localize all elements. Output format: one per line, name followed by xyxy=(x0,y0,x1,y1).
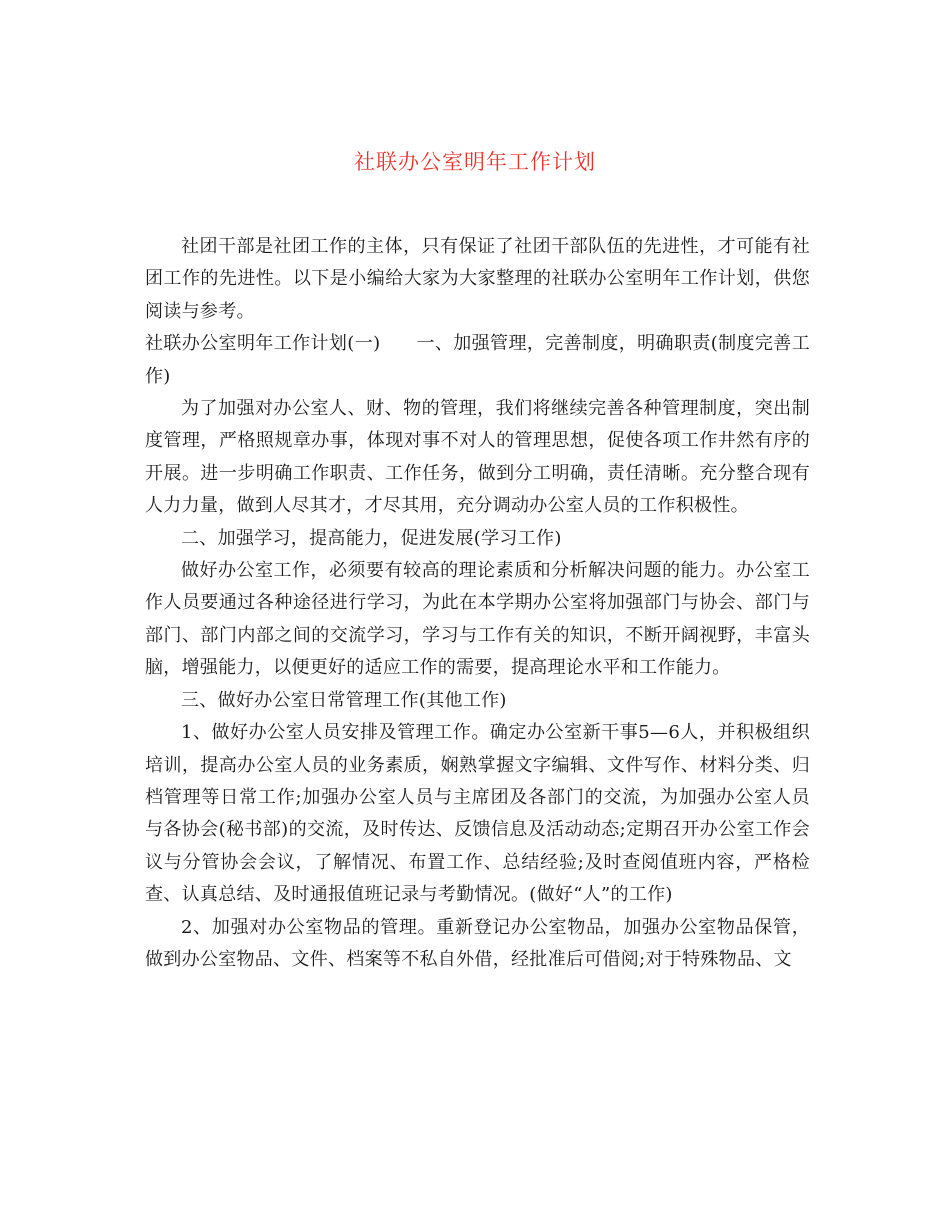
paragraph-item1: 1、做好办公室人员安排及管理工作。确定办公室新干事5—6人，并积极组织培训，提高办公室人员的业务素质，娴熟掌握文字编辑、文件写作、材料分类、归档管理等日常工作;加强办公室人员与主席团及各部门的交流，为加强办公室人员与各协会(秘书部)的交流，及时传达、反馈信息及活动动态;定期召开办公室工作会议与分管协会会议，了解情况、布置工作、总结经验;及时查阅值班内容，严格检查、认真总结、及时通报值班记录与考勤情况。(做好“人”的工作) xyxy=(145,722,810,906)
paragraph-section1-body: 为了加强对办公室人、财、物的管理，我们将继续完善各种管理制度，突出制度管理，严格照规章办事，体现对事不对人的管理思想，促使各项工作井然有序的开展。进一步明确工作职责、工作任务，做到分工明确，责任清晰。充分整合现有人力力量，做到人尽其才，才尽其用，充分调动办公室人员的工作积极性。 xyxy=(145,398,810,517)
section3-heading: 三、做好办公室日常管理工作(其他工作) xyxy=(181,689,507,711)
document-title: 社联办公室明年工作计划 xyxy=(354,150,596,174)
section2-heading: 二、加强学习，提高能力，促进发展(学习工作) xyxy=(181,527,562,549)
paragraph-section2-body: 做好办公室工作，必须要有较高的理论素质和分析解决问题的能力。办公室工作人员要通过各种途径进行学习，为此在本学期办公室将加强部门与协会、部门与部门、部门内部之间的交流学习，学习与工作有关的知识，不断开阔视野，丰富头脑，增强能力，以便更好的适应工作的需要，提高理论水平和工作能力。 xyxy=(145,560,810,679)
paragraph-item2: 2、加强对办公室物品的管理。重新登记办公室物品，加强办公室物品保管，做到办公室物品、文件、档案等不私自外借，经批准后可借阅;对于特殊物品、文 xyxy=(145,916,810,970)
section1-heading: 一、加强管理，完善制度，明确职责(制度完善工作) xyxy=(145,333,810,387)
document-body xyxy=(145,231,810,976)
paragraph-intro: 社团干部是社团工作的主体，只有保证了社团干部队伍的先进性，才可能有社团工作的先进性。以下是小编给大家为大家整理的社联办公室明年工作计划，供您阅读与参考。 xyxy=(145,236,810,322)
plan-title: 社联办公室明年工作计划(一) xyxy=(145,333,381,355)
paragraph-plan-heading xyxy=(145,328,810,393)
